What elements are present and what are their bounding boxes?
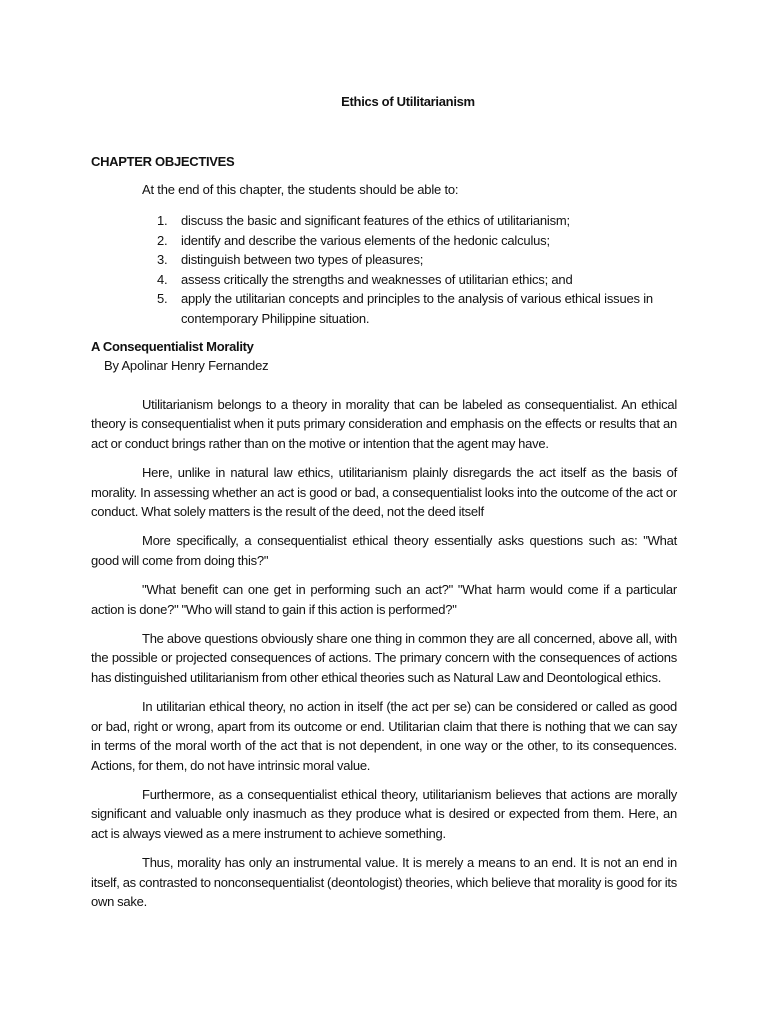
list-item-number: 5. (157, 291, 168, 306)
document-title: Ethics of Utilitarianism (341, 94, 475, 109)
list-item (142, 231, 662, 251)
list-item (142, 270, 662, 290)
paragraph: More specifically, a consequentialist ethical theory essentially asks questions such as: "What good will come from doing this?" (91, 533, 677, 568)
paragraph: "What benefit can one get in performing such an act?" "What harm would come if a particular action is done?" "Who will stand to gain if this action is performed?" (91, 582, 677, 617)
list-item-number: 2. (157, 232, 168, 248)
list-item-number: 3. (157, 252, 168, 267)
list-item-text: discuss the basic and significant features of the ethics of utilitarianism; (181, 213, 570, 228)
list-item-text: assess critically the strengths and weaknesses of utilitarian ethics; and (181, 271, 573, 287)
paragraph: Thus, morality has only an instrumental value. It is merely a means to an end. It is not an end in itself, as contrasted to nonconsequentialist (deontologist) theories, which believe that morality is good for its own sake. (91, 855, 677, 909)
section-heading: A Consequentialist Morality (91, 339, 254, 354)
list-item-text: apply the utilitarian concepts and principles to the analysis of various ethical issues in contemporary Philippine situation. (181, 291, 653, 326)
paragraph: In utilitarian ethical theory, no action in itself (the act per se) can be considered or called as good or bad, right or wrong, apart from its outcome or end. Utilitarian claim that there is nothing that we can say in terms of the moral worth of the act that is not dependent, in one way or the other, to its consequences. Actions, for them, do not have intrinsic moral value. (91, 699, 677, 773)
objectives-list (142, 211, 662, 328)
chapter-objectives-heading: CHAPTER OBJECTIVES (91, 154, 235, 169)
list-item-text: identify and describe the various elements of the hedonic calculus; (181, 232, 550, 248)
list-item-number: 4. (157, 271, 168, 287)
body-text (91, 395, 677, 921)
paragraph: The above questions obviously share one thing in common they are all concerned, above all, with the possible or projected consequences of actions. The primary concern with the consequences of actions has distinguished utilitarianism from other ethical theories such as Natural Law and Deontological ethics. (91, 631, 677, 685)
list-item-text: distinguish between two types of pleasures; (181, 252, 424, 267)
list-item (142, 250, 662, 270)
list-item-number: 1. (157, 213, 168, 228)
list-item (142, 289, 662, 328)
paragraph: Utilitarianism belongs to a theory in morality that can be labeled as consequentialist. An ethical theory is consequentialist when it puts primary consideration and emphasis on the effects or results that an act or conduct brings rather than on the motive or intention that the agent may have. (91, 397, 677, 451)
list-item (142, 211, 662, 231)
paragraph: Furthermore, as a consequentialist ethical theory, utilitarianism believes that actions are morally significant and valuable only inasmuch as they produce what is desired or expected from them. Here, an act is always viewed as a mere instrument to achieve something. (91, 786, 677, 841)
objectives-intro: At the end of this chapter, the students should be able to: (142, 182, 459, 197)
paragraph: Here, unlike in natural law ethics, utilitarianism plainly disregards the act itself as the basis of morality. In assessing whether an act is good or bad, a consequentialist looks into the outcome of the act or conduct. What solely matters is the result of the deed, not the deed itself (91, 465, 677, 520)
author-byline: By Apolinar Henry Fernandez (104, 358, 269, 373)
